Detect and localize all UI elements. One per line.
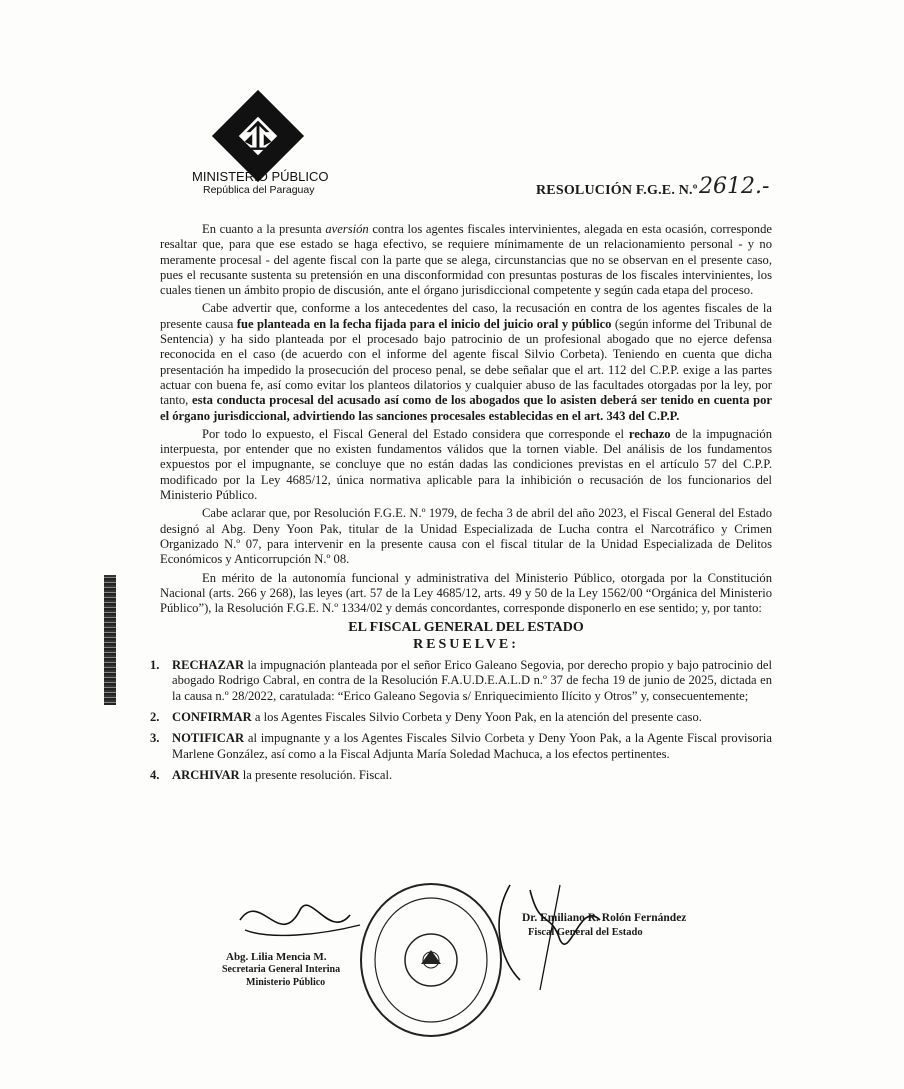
paragraph-aversion: En cuanto a la presunta aversión contra los agentes fiscales intervinientes, alegada en esta ocasión, corresponde resaltar que, para que ese estado se haga efectivo, se requiere mínimamente de un relacionamiento personal - y no meramente procesal - del agente fiscal con la parte que se alega, circunstancias que no se observan en el presente caso, pues el recusante sustenta su pretensión en una disconformidad con presuntas posturas de los fiscales intervinientes, los cuales tienen un ámbito propio de discusión, ante el órgano jurisdiccional competente y según cada etapa del proceso.	[160, 222, 772, 298]
paragraph-merito: En mérito de la autonomía funcional y administrativa del Ministerio Público, otorgada por la Constitución Nacional (arts. 266 y 268), las leyes (art. 57 de la Ley 4685/12, arts. 49 y 50 de la Ley 1562/00 “Orgánica del Ministerio Público”), la Resolución F.G.E. N.º 1334/02 y demás concordantes, corresponde disponerlo en ese sentido; y, por tanto:	[160, 570, 772, 616]
left-signer-name: Abg. Lilia Mencia M.	[226, 951, 327, 963]
paragraph-recusacion: Cabe advertir que, conforme a los antecedentes del caso, la recusación en contra de los agentes fiscales de la presente causa fue planteada en la fecha fijada para el inicio del juicio oral y público (según informe del Tribunal de Sentencia) y ha sido planteada por el procesado bajo patrocinio de un profesional abogado que no ejerce defensa reconocida en el caso (de acuerdo con el informe del agente fiscal Silvio Corbeta). Teniendo en cuenta que dicha presentación ha impedido la prosecución del proceso penal, se debe señalar que el art. 112 del C.P.P. exige a las partes actuar con buena fe, así como evitar los planteos dilatorios y cualquier abuso de las facultades otorgadas por la ley, por tanto, esta conducta procesal del acusado así como de los abogados que lo asisten deberá ser tenido en cuenta por el órgano jurisdiccional, advirtiendo las sanciones procesales establecidas en el art. 343 del C.P.P.	[160, 301, 773, 423]
resolve-item: 3. NOTIFICAR al impugnante y a los Agentes Fiscales Silvio Corbeta y Deny Yoon Pak, a la Agente Fiscal provisoria Marlene González, así como a la Fiscal Adjunta María Soledad Machuca, a los efectos pertinentes.	[150, 731, 772, 761]
binding-strip	[104, 575, 116, 705]
resolve-subtitle: RESUELVE:	[413, 636, 519, 652]
resolve-item: 2. CONFIRMAR a los Agentes Fiscales Silvio Corbeta y Deny Yoon Pak, en la atención del presente caso.	[150, 709, 702, 724]
resolution-label: RESOLUCIÓN F.G.E. N.º	[536, 183, 698, 198]
resolve-item: 4. ARCHIVAR la presente resolución. Fiscal.	[150, 767, 393, 782]
resolve-item: 1. RECHAZAR la impugnación planteada por el señor Erico Galeano Segovia, por derecho propio y bajo patrocinio del abogado Rodrigo Cabral, en contra de la Resolución F.A.U.D.E.A.L.D n.º 37 de fecha 19 de junio de 2025, dictada en la causa n.º 28/2022, caratulada: “Erico Galeano Segovia s/ Enriquecimiento Ilícito y Otros” y, consecuentemente;	[150, 658, 772, 703]
org-name: MINISTERIO PÚBLICO	[192, 169, 329, 184]
right-signer-name: Dr. Emiliano R. Rolón Fernández	[522, 912, 687, 924]
left-signer-org: Ministerio Público	[246, 977, 326, 988]
resolve-list	[150, 658, 772, 783]
left-signer-title: Secretaria General Interina	[222, 964, 341, 975]
paragraph-expuesto: Por todo lo expuesto, el Fiscal General del Estado considera que corresponde el rechazo de la impugnación interpuesta, por entender que no existen fundamentos válidos que la tornen viable. Del análisis de los fundamentos expuestos por el impugnante, se concluye que no están dadas las condiciones previstas en el artículo 57 del C.P.P. modificado por la Ley 4685/12, única normativa aplicable para la inhibición o recusación de los funcionarios del Ministerio Público.	[160, 426, 772, 503]
org-subtitle: República del Paraguay	[203, 184, 315, 196]
document-body	[150, 222, 773, 789]
paragraph-aclarar: Cabe aclarar que, por Resolución F.G.E. N.º 1979, de fecha 3 de abril del año 2023, el Fiscal General del Estado designó al Abg. Deny Yoon Pak, titular de la Unidad Especializada de Lucha contra el Narcotráfico y Crimen Organizado N.º 07, para intervenir en la presente causa con el fiscal titular de la Unidad Especializada de Delitos Económicos y Anticorrupción N.º 08.	[160, 506, 772, 567]
official-seal	[356, 880, 506, 1040]
right-signer-title: Fiscal General del Estado	[528, 927, 643, 938]
resolution-number: 2612.-	[699, 174, 770, 199]
resolve-title: EL FISCAL GENERAL DEL ESTADO	[348, 620, 584, 636]
